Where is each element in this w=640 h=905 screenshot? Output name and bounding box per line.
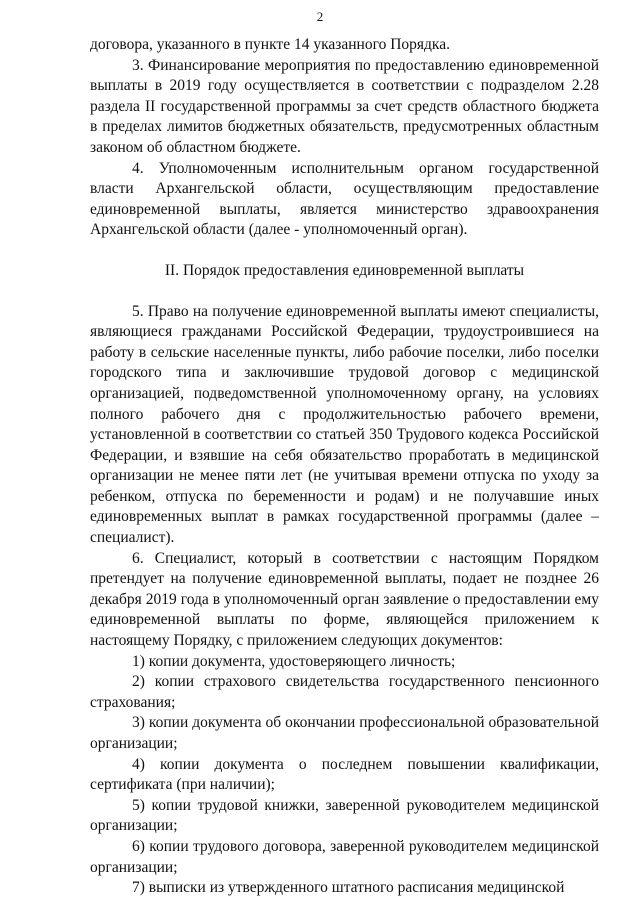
section-heading: II. Порядок предоставления единовременной выплаты [164,261,525,279]
page-number: 2 [316,9,324,24]
paragraph-3: 3. Финансирование мероприятия по предоставлению единовременной выплаты в 2019 году осуществляется в соответствии с подразделом 2.28 раздела II государственной программы за счет средств областного бюджета в пределах лимитов бюджетных обязательств, предусмотренных областным законом об областном бюджете. [90,56,599,156]
list-item-6: 6) копии трудового договора, заверенной руководителем медицинской организации; [90,837,599,876]
paragraph-5: 5. Право на получение единовременной выплаты имеют специалисты, являющиеся гражданами Российской Федерации, трудоустроившиеся на работу в сельские населенные пункты, либо рабочие поселки, либо поселки городского типа и заключившие трудовой договор с медицинской организацией, подведомственной уполномоченному органу, на условиях полного рабочего дня с продолжительностью рабочего времени, установленной в соответствии со статьей 350 Трудового кодекса Российской Федерации, и взявшие на себя обязательство проработать в медицинской организации не менее пяти лет (не учитывая времени отпуска по уходу за ребенком, отпуска по беременности и родам) и не получавшие иных единовременных выплат в рамках государственной программы (далее – специалист). [90,302,599,547]
list-item-5: 5) копии трудовой книжки, заверенной руководителем медицинской организации; [90,796,599,835]
list-item-4: 4) копии документа о последнем повышении квалификации, сертификата (при наличии); [90,755,599,794]
list-item-2: 2) копии страхового свидетельства государственного пенсионного страхования; [90,673,599,711]
document-body [90,35,599,899]
paragraph-4: 4. Уполномоченным исполнительным органом государственной власти Архангельской области, осуществляющим предоставление единовременной выплаты, является министерство здравоохранения Архангельской области (далее - уполномоченный орган). [90,159,599,239]
list-item-1: 1) копии документа, удостоверяющего личность; [132,652,456,670]
paragraph-6: 6. Специалист, который в соответствии с настоящим Порядком претендует на получение единовременной выплаты, подает не позднее 26 декабря 2019 года в уполномоченный орган заявление о предоставлении ему единовременной выплаты по форме, являющейся приложением к настоящему Порядку, с приложением следующих документов: [90,549,599,650]
paragraph-continuation: договора, указанного в пункте 14 указанного Порядка. [90,36,450,53]
list-item-3: 3) копии документа об окончании профессиональной образовательной организации; [90,714,599,752]
list-item-7: 7) выписки из утвержденного штатного расписания медицинской [132,879,565,897]
